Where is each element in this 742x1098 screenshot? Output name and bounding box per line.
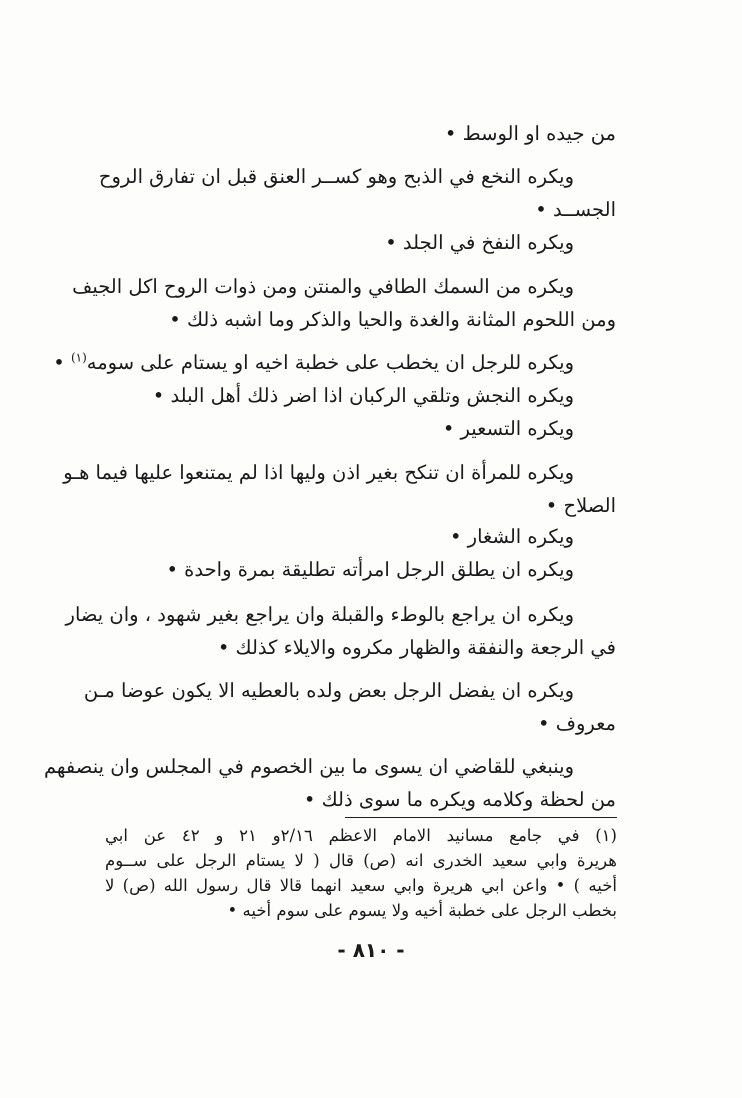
text-line: ويكره النفخ في الجلد • [385,231,574,254]
text-line: في الرجعة والنفقة والظهار مكروه والايلاء كذلك • [217,636,616,659]
footnote-line: هريرة وابي سعيد الخدرى انه (ص) قال ( لا يستام الرجل على ســوم [105,851,617,870]
paragraph [108,520,616,586]
text-line-content: ويكره للرجل ان يخطب على خطبة اخيه او يستام على سومه [86,351,574,374]
text-line: ويكره النخع في الذبح وهو كســر العنق قبل ان تفارق الروح [98,165,574,188]
text-line: وينبغي للقاضي ان يسوى ما بين الخصوم في المجلس وان ينصفهم [43,755,574,778]
text-line: ويكره من السمك الطافي والمنتن ومن ذوات الروح اكل الجيف [72,275,574,298]
text-line [53,346,616,379]
text-line: الصلاح • [545,494,616,517]
text-line: معروف • [538,712,616,735]
footnote-line: (١) في جامع مسانيد الامام الاعظم ٢/١٦و ٢١ و ٤٢ عن ابي [105,826,617,845]
paragraph [43,750,616,816]
footnote-marker: (١) [70,350,87,365]
text-line: ويكره ان يطلق الرجل امرأته تطليقة بمرة واحدة • [166,558,574,581]
paragraph [53,346,616,445]
footnote [105,823,617,923]
paragraph [83,674,616,740]
text-line: ويكره ان يفضل الرجل بعض ولده بالعطيه الا يكون عوضا مـن [83,679,574,702]
text-line: ويكره الشغار • [449,525,574,548]
footnote-line: بخطب الرجل على خطبة أخيه ولا يسوم على سوم أخيه • [227,901,617,920]
text-line: من جيده او الوسط • [444,122,616,145]
text-line-end: • [53,351,71,374]
paragraph [65,598,616,664]
text-line: الجســد • [535,198,616,221]
paragraph [108,226,616,259]
text-line: ومن اللحوم المثانة والغدة والحيا والذكر وما اشبه ذلك • [169,308,616,331]
text-line: ويكره النجش وتلقي الركبان اذا اضر ذلك أهل البلد • [152,384,574,407]
paragraph [98,160,616,226]
paragraph [63,456,616,522]
footnote-divider [345,817,617,818]
text-line: ويكره ان يراجع بالوطء والقبلة وان يراجع بغير شهود ، وان يضار [65,603,574,626]
text-line: ويكره للمرأة ان تنكح بغير اذن وليها اذا لم يمتنعوا عليها فيما هـو [63,461,574,484]
main-text [108,117,616,150]
footnote-line: أخيه ) • واعن ابي هريرة وابي سعيد انهما قالا قال رسول الله (ص) لا [105,876,617,895]
text-line: من لحظة وكلامه ويكره ما سوى ذلك • [303,788,616,811]
page-number: - ٨١٠ - [337,938,405,962]
text-line: ويكره التسعير • [442,417,574,440]
paragraph [72,270,616,336]
